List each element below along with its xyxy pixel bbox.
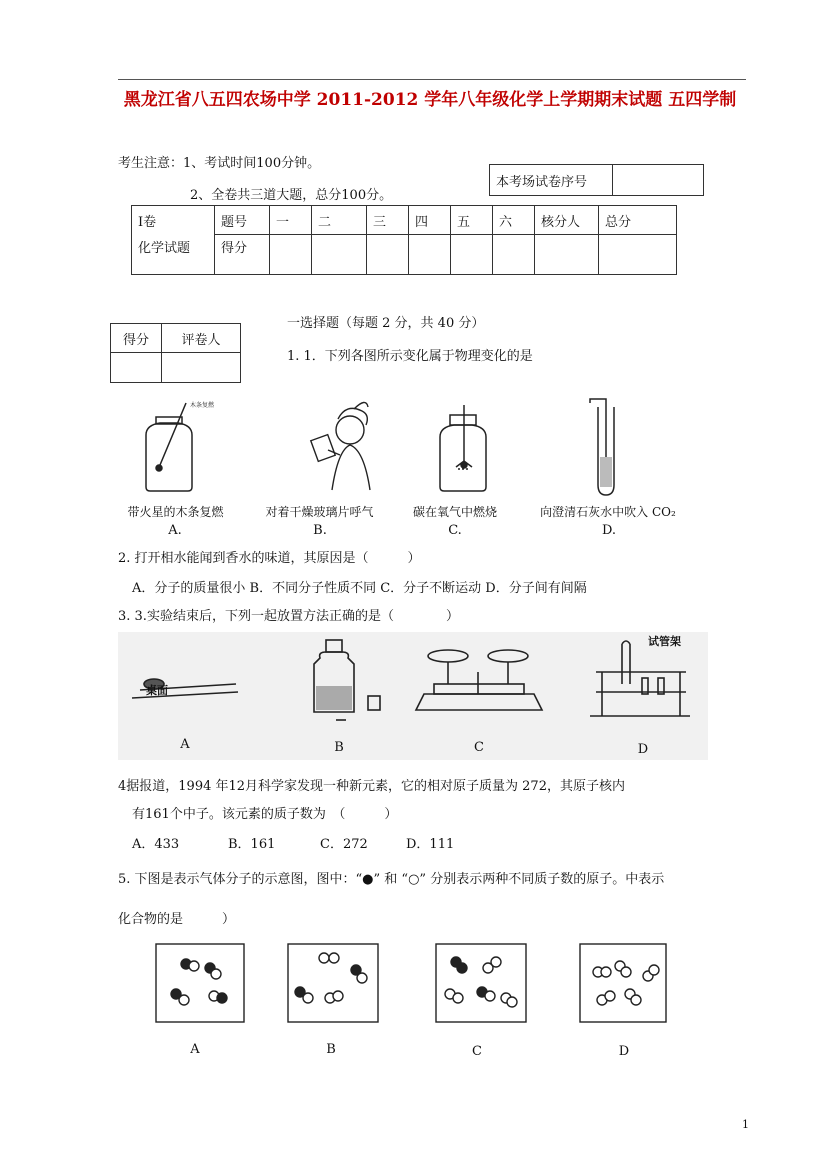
q1-letter-b: B. xyxy=(313,523,327,538)
q1-figures xyxy=(118,395,738,500)
score-cell: 五 xyxy=(451,206,493,235)
q1-caption-d: 向澄清石灰水中吹入 CO₂ xyxy=(540,505,676,519)
score-cell: 核分人 xyxy=(535,206,599,235)
q1-letter-a: A. xyxy=(168,523,182,538)
score-blank xyxy=(493,235,535,275)
q4-option-a: A．433 xyxy=(132,837,180,852)
q3-figures xyxy=(118,632,708,727)
q3-letter-a: A xyxy=(180,737,190,752)
q3-figure-b xyxy=(314,640,380,720)
serial-value xyxy=(613,165,704,196)
score-cell: 一 xyxy=(270,206,312,235)
score-cell: 总分 xyxy=(599,206,677,235)
svg-text:木条复燃: 木条复燃 xyxy=(190,402,215,409)
q1-letter-c: C. xyxy=(448,523,462,538)
q3-letter-b: B xyxy=(334,740,344,755)
q5-box-a xyxy=(156,944,244,1022)
q3-figure-d xyxy=(590,641,690,716)
page-number: 1 xyxy=(742,1118,749,1131)
score-cell: 四 xyxy=(409,206,451,235)
q5-letter-b: B xyxy=(326,1042,336,1057)
score-cell: 二 xyxy=(312,206,367,235)
score-blank xyxy=(451,235,493,275)
score-blank xyxy=(409,235,451,275)
score-cell: 题号 xyxy=(215,206,270,235)
serial-label: 本考场试卷序号 xyxy=(490,165,613,196)
q5-letter-a: A xyxy=(190,1042,200,1057)
q1-caption-a: 带火星的木条复燃 xyxy=(127,505,224,519)
score-cell: 六 xyxy=(493,206,535,235)
q5-box-d xyxy=(580,944,666,1022)
score-row-label: 化学试题 xyxy=(132,235,215,275)
q5-line-1: 5. 下图是表示气体分子的示意图，图中：“●” 和 “○” 分别表示两种不同质子数的原子。中表示 xyxy=(118,872,665,887)
score-blank xyxy=(367,235,409,275)
q1-letter-d: D. xyxy=(601,523,617,538)
q2-text: 2. 打开相水能闻到香水的味道，其原因是（ ） xyxy=(118,551,421,566)
q4-option-b: B．161 xyxy=(228,837,276,852)
q1-caption-c: 碳在氧气中燃烧 xyxy=(412,505,497,519)
page-title: 黑龙江省八五四农场中学 2011-2012 学年八年级化学上学期期末试题 五四学制 xyxy=(123,90,737,110)
q5-letter-d: D xyxy=(618,1044,630,1059)
notice-line-2: 2、全卷共三道大题，总分100分。 xyxy=(190,188,393,203)
grader-score-label: 得分 xyxy=(111,324,162,353)
q3-text: 3. 3.实验结束后，下列一起放置方法正确的是（ ） xyxy=(118,609,459,624)
score-row-defen: 得分 xyxy=(215,235,270,275)
score-blank xyxy=(312,235,367,275)
grader-table xyxy=(110,323,241,383)
q4-line-1: 4据报道，1994 年12月科学家发现一种新元素，它的相对原子质量为 272，其原子核内 xyxy=(118,779,625,794)
q3-figure-c xyxy=(416,650,542,710)
q3-letter-d: D xyxy=(637,742,649,757)
score-cell: 三 xyxy=(367,206,409,235)
score-blank xyxy=(535,235,599,275)
section-heading: 一选择题（每题 2 分，共 40 分） xyxy=(287,316,485,331)
q4-option-d: D．111 xyxy=(406,837,455,852)
grader-blank xyxy=(162,353,241,383)
header-rule xyxy=(118,79,746,80)
q2-options: A．分子的质量很小 B．不同分子性质不同 C．分子不断运动 D．分子间有间隔 xyxy=(132,581,587,596)
grader-blank xyxy=(111,353,162,383)
q5-figures xyxy=(150,940,690,1030)
q1-figure-a xyxy=(146,401,215,491)
q3-letter-c: C xyxy=(474,740,484,755)
q1-text: 1. 1．下列各图所示变化属于物理变化的是 xyxy=(287,349,533,364)
q1-figure-c xyxy=(440,405,486,491)
q3-rack-label: 试管架 xyxy=(648,635,681,648)
grader-name-label: 评卷人 xyxy=(162,324,241,353)
q5-line-2: 化合物的是 ） xyxy=(118,912,236,927)
notice-line-1: 考生注意：1、考试时间100分钟。 xyxy=(118,156,321,171)
q4-option-c: C．272 xyxy=(320,837,368,852)
q3-desk-label: 桌面 xyxy=(146,684,168,697)
q1-caption-b: 对着干燥玻璃片呼气 xyxy=(265,505,374,519)
q1-figure-d xyxy=(590,399,614,495)
q5-letter-c: C xyxy=(472,1044,482,1059)
q4-line-2: 有161个中子。该元素的质子数为 （ ） xyxy=(132,807,398,822)
score-cell: Ⅰ卷 xyxy=(132,206,215,235)
score-table xyxy=(131,205,677,275)
score-blank xyxy=(599,235,677,275)
q1-figure-b xyxy=(311,402,370,490)
serial-number-box xyxy=(489,164,704,196)
q5-box-c xyxy=(436,944,526,1022)
score-blank xyxy=(270,235,312,275)
